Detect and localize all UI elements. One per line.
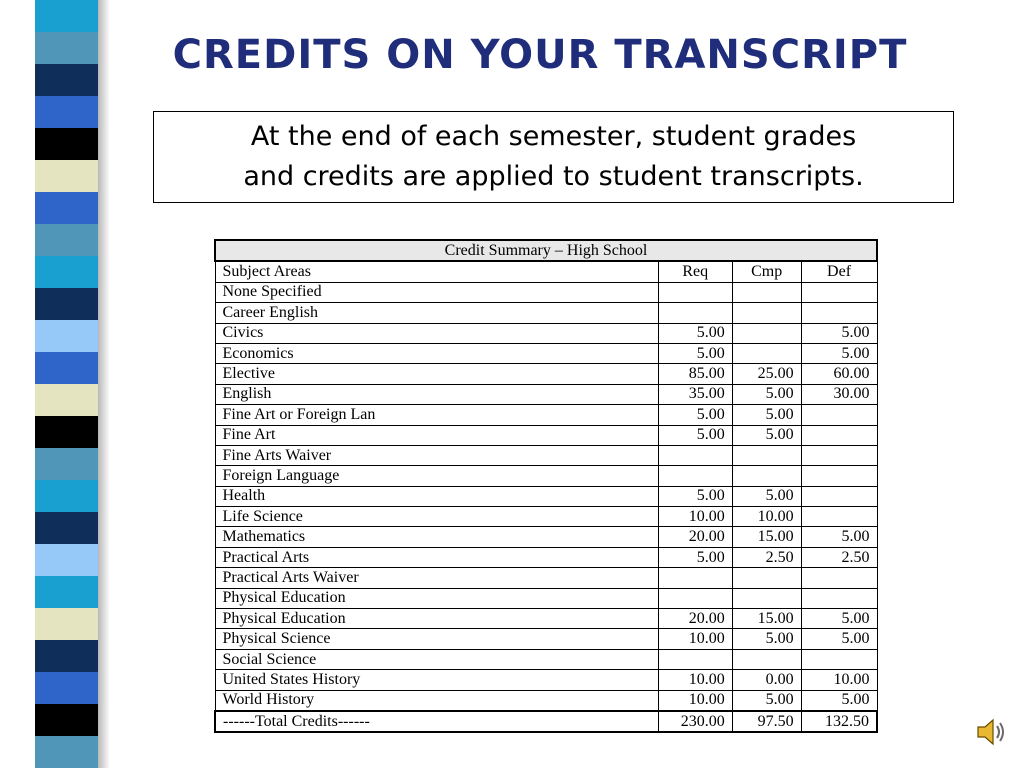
stripe-segment <box>35 640 98 672</box>
subject-cell: United States History <box>215 670 658 690</box>
req-cell: 5.00 <box>658 323 732 343</box>
table-row <box>215 609 877 629</box>
total-row <box>215 711 877 732</box>
table-caption: Credit Summary – High School <box>215 240 877 261</box>
def-cell <box>801 507 877 527</box>
cmp-cell: 15.00 <box>732 609 801 629</box>
cmp-cell <box>732 343 801 363</box>
slide-title: CREDITS ON YOUR TRANSCRIPT <box>172 32 908 78</box>
stripe-segment <box>35 352 98 384</box>
table-row <box>215 629 877 649</box>
req-cell: 35.00 <box>658 384 732 404</box>
def-cell <box>801 588 877 608</box>
def-cell: 5.00 <box>801 323 877 343</box>
stripe-segment <box>35 288 98 320</box>
cmp-cell <box>732 303 801 323</box>
intro-textbox <box>153 111 954 203</box>
req-cell <box>658 445 732 465</box>
cmp-cell: 0.00 <box>732 670 801 690</box>
def-cell: 5.00 <box>801 609 877 629</box>
table-row <box>215 466 877 486</box>
subject-cell: Life Science <box>215 507 658 527</box>
stripe-segment <box>35 448 98 480</box>
stripe-segment <box>35 512 98 544</box>
cmp-cell: 10.00 <box>732 507 801 527</box>
def-cell: 5.00 <box>801 629 877 649</box>
cmp-cell <box>732 282 801 302</box>
stripe-segment <box>35 64 98 96</box>
req-cell: 5.00 <box>658 425 732 445</box>
intro-line-2: and credits are applied to student transcripts. <box>243 161 864 192</box>
table-header-row <box>215 261 877 282</box>
subject-cell: Physical Education <box>215 609 658 629</box>
subject-cell: Physical Education <box>215 588 658 608</box>
cmp-cell: 5.00 <box>732 384 801 404</box>
header-cmp: Cmp <box>732 261 801 282</box>
header-def: Def <box>801 261 877 282</box>
def-cell: 60.00 <box>801 364 877 384</box>
stripe-segment <box>35 672 98 704</box>
stripe-segment <box>35 608 98 640</box>
def-cell <box>801 568 877 588</box>
table-row <box>215 690 877 711</box>
table-row <box>215 364 877 384</box>
stripe-segment <box>35 416 98 448</box>
table-caption-row <box>215 240 877 261</box>
subject-cell: Elective <box>215 364 658 384</box>
stripe-segment <box>35 384 98 416</box>
subject-cell: None Specified <box>215 282 658 302</box>
subject-cell: Health <box>215 486 658 506</box>
req-cell <box>658 588 732 608</box>
slide-margin <box>0 0 35 768</box>
table-row <box>215 486 877 506</box>
def-cell <box>801 303 877 323</box>
req-cell <box>658 282 732 302</box>
stripe-segment <box>35 32 98 64</box>
subject-cell: Practical Arts <box>215 547 658 567</box>
stripe-segment <box>35 192 98 224</box>
table-row <box>215 405 877 425</box>
table-row <box>215 282 877 302</box>
stripe-segment <box>35 160 98 192</box>
cmp-cell <box>732 588 801 608</box>
def-cell <box>801 282 877 302</box>
speaker-icon[interactable] <box>974 715 1008 749</box>
cmp-cell <box>732 568 801 588</box>
req-cell: 10.00 <box>658 690 732 711</box>
cmp-cell <box>732 323 801 343</box>
req-cell: 10.00 <box>658 629 732 649</box>
def-cell <box>801 405 877 425</box>
cmp-cell: 5.00 <box>732 629 801 649</box>
def-cell <box>801 425 877 445</box>
req-cell <box>658 649 732 669</box>
decorative-stripe <box>35 0 98 768</box>
subject-cell: Fine Art or Foreign Lan <box>215 405 658 425</box>
def-cell <box>801 445 877 465</box>
stripe-segment <box>35 256 98 288</box>
table-row <box>215 670 877 690</box>
def-cell: 2.50 <box>801 547 877 567</box>
stripe-segment <box>35 704 98 736</box>
req-cell: 20.00 <box>658 609 732 629</box>
header-req: Req <box>658 261 732 282</box>
subject-cell: English <box>215 384 658 404</box>
stripe-segment <box>35 96 98 128</box>
table-row <box>215 507 877 527</box>
req-cell: 5.00 <box>658 343 732 363</box>
subject-cell: World History <box>215 690 658 711</box>
subject-cell: Fine Art <box>215 425 658 445</box>
subject-cell: Physical Science <box>215 629 658 649</box>
table-row <box>215 343 877 363</box>
stripe-segment <box>35 128 98 160</box>
stripe-segment <box>35 576 98 608</box>
req-cell <box>658 303 732 323</box>
table-row <box>215 588 877 608</box>
req-cell: 230.00 <box>658 711 732 732</box>
table-row <box>215 445 877 465</box>
stripe-segment <box>35 544 98 576</box>
cmp-cell: 2.50 <box>732 547 801 567</box>
def-cell: 30.00 <box>801 384 877 404</box>
cmp-cell <box>732 466 801 486</box>
stripe-segment <box>35 320 98 352</box>
subject-cell: Economics <box>215 343 658 363</box>
subject-cell: Career English <box>215 303 658 323</box>
cmp-cell <box>732 445 801 465</box>
cmp-cell: 5.00 <box>732 425 801 445</box>
table-row <box>215 649 877 669</box>
cmp-cell: 15.00 <box>732 527 801 547</box>
def-cell: 5.00 <box>801 343 877 363</box>
req-cell <box>658 466 732 486</box>
table-row <box>215 303 877 323</box>
stripe-shadow <box>98 0 110 768</box>
req-cell: 5.00 <box>658 486 732 506</box>
table-row <box>215 384 877 404</box>
subject-cell: ------Total Credits------ <box>215 711 658 732</box>
req-cell: 5.00 <box>658 405 732 425</box>
def-cell: 5.00 <box>801 527 877 547</box>
header-subject-areas: Subject Areas <box>215 261 658 282</box>
subject-cell: Practical Arts Waiver <box>215 568 658 588</box>
table-row <box>215 568 877 588</box>
def-cell <box>801 486 877 506</box>
table-row <box>215 323 877 343</box>
subject-cell: Fine Arts Waiver <box>215 445 658 465</box>
subject-cell: Social Science <box>215 649 658 669</box>
cmp-cell <box>732 649 801 669</box>
credit-summary-table <box>214 239 878 733</box>
def-cell <box>801 649 877 669</box>
req-cell: 10.00 <box>658 507 732 527</box>
stripe-segment <box>35 480 98 512</box>
cmp-cell: 5.00 <box>732 690 801 711</box>
cmp-cell: 5.00 <box>732 486 801 506</box>
table-row <box>215 547 877 567</box>
intro-line-1: At the end of each semester, student grades <box>250 121 857 152</box>
cmp-cell: 5.00 <box>732 405 801 425</box>
req-cell: 20.00 <box>658 527 732 547</box>
def-cell: 10.00 <box>801 670 877 690</box>
subject-cell: Mathematics <box>215 527 658 547</box>
table-row <box>215 527 877 547</box>
def-cell <box>801 466 877 486</box>
stripe-segment <box>35 224 98 256</box>
stripe-segment <box>35 736 98 768</box>
subject-cell: Civics <box>215 323 658 343</box>
stripe-segment <box>35 0 98 32</box>
subject-cell: Foreign Language <box>215 466 658 486</box>
def-cell: 132.50 <box>801 711 877 732</box>
req-cell: 5.00 <box>658 547 732 567</box>
cmp-cell: 25.00 <box>732 364 801 384</box>
def-cell: 5.00 <box>801 690 877 711</box>
req-cell <box>658 568 732 588</box>
cmp-cell: 97.50 <box>732 711 801 732</box>
table-row <box>215 425 877 445</box>
req-cell: 85.00 <box>658 364 732 384</box>
req-cell: 10.00 <box>658 670 732 690</box>
